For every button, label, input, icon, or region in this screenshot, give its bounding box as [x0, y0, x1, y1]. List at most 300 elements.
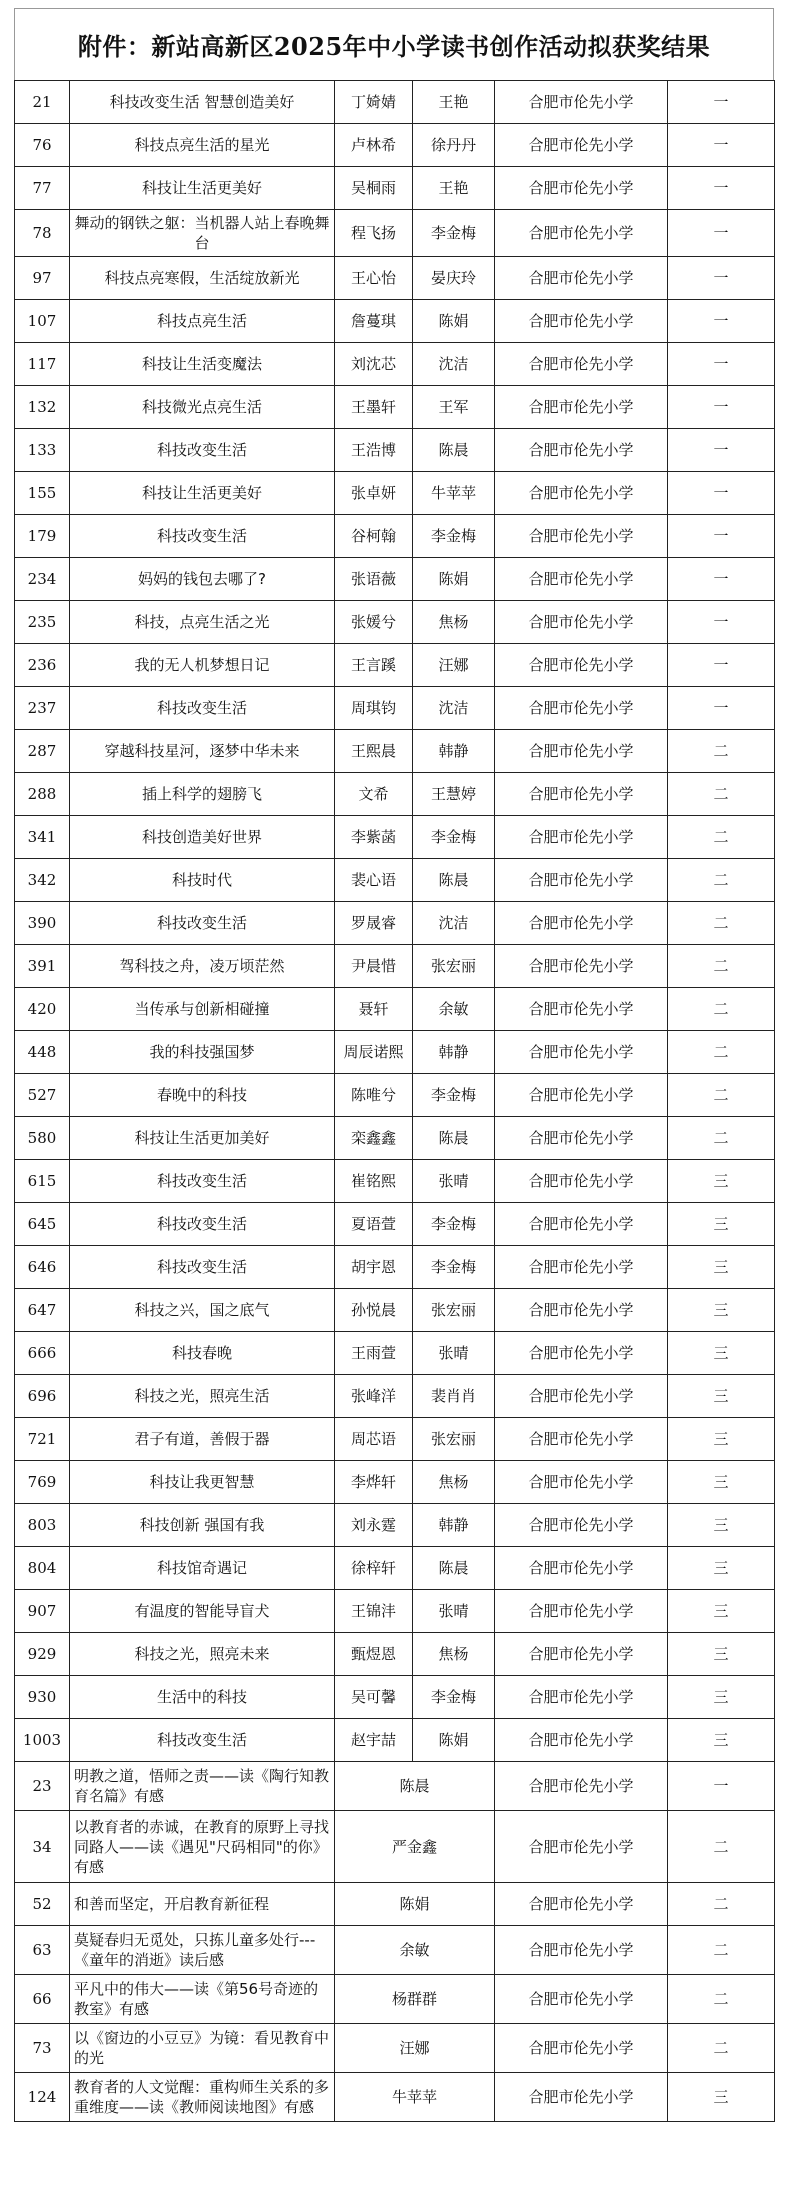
award-level: 一 — [668, 386, 775, 429]
award-level: 三 — [668, 2073, 775, 2122]
teacher: 徐丹丹 — [413, 124, 495, 167]
school: 合肥市伦先小学 — [495, 81, 668, 124]
work-title: 春晚中的科技 — [70, 1074, 335, 1117]
award-level: 一 — [668, 300, 775, 343]
work-title: 教育者的人文觉醒：重构师生关系的多重维度——读《教师阅读地图》有感 — [70, 2073, 335, 2122]
document — [14, 8, 774, 2122]
entry-number: 107 — [15, 300, 70, 343]
teacher: 陈晨 — [413, 429, 495, 472]
table-row — [15, 1074, 775, 1117]
table-row — [15, 644, 775, 687]
table-row — [15, 1975, 775, 2024]
work-title: 科技改变生活 — [70, 1719, 335, 1762]
work-title: 和善而坚定，开启教育新征程 — [70, 1883, 335, 1926]
school: 合肥市伦先小学 — [495, 902, 668, 945]
school: 合肥市伦先小学 — [495, 1975, 668, 2024]
table-row — [15, 859, 775, 902]
table-row — [15, 1719, 775, 1762]
author: 王熙晨 — [335, 730, 413, 773]
school: 合肥市伦先小学 — [495, 1926, 668, 1975]
entry-number: 236 — [15, 644, 70, 687]
entry-number: 34 — [15, 1811, 70, 1883]
award-level: 三 — [668, 1203, 775, 1246]
entry-number: 769 — [15, 1461, 70, 1504]
award-level: 二 — [668, 1975, 775, 2024]
work-title: 科技改变生活 — [70, 1160, 335, 1203]
school: 合肥市伦先小学 — [495, 1289, 668, 1332]
entry-number: 97 — [15, 257, 70, 300]
entry-number: 580 — [15, 1117, 70, 1160]
work-title: 科技改变生活 — [70, 687, 335, 730]
entry-number: 803 — [15, 1504, 70, 1547]
table-row — [15, 1926, 775, 1975]
work-title: 科技之光，照亮未来 — [70, 1633, 335, 1676]
award-level: 三 — [668, 1719, 775, 1762]
work-title: 我的无人机梦想日记 — [70, 644, 335, 687]
school: 合肥市伦先小学 — [495, 1811, 668, 1883]
school: 合肥市伦先小学 — [495, 300, 668, 343]
table-row — [15, 257, 775, 300]
school: 合肥市伦先小学 — [495, 1762, 668, 1811]
entry-number: 63 — [15, 1926, 70, 1975]
teacher: 李金梅 — [413, 1074, 495, 1117]
entry-number: 155 — [15, 472, 70, 515]
work-title: 科技改变生活 — [70, 515, 335, 558]
work-title: 莫疑春归无觅处，只拣儿童多处行---《童年的消逝》读后感 — [70, 1926, 335, 1975]
school: 合肥市伦先小学 — [495, 816, 668, 859]
award-level: 一 — [668, 558, 775, 601]
entry-number: 804 — [15, 1547, 70, 1590]
school: 合肥市伦先小学 — [495, 1246, 668, 1289]
award-level: 二 — [668, 1811, 775, 1883]
award-level: 一 — [668, 429, 775, 472]
award-level: 一 — [668, 167, 775, 210]
table-row — [15, 1246, 775, 1289]
author: 王雨萱 — [335, 1332, 413, 1375]
award-level: 三 — [668, 1289, 775, 1332]
entry-number: 907 — [15, 1590, 70, 1633]
author: 崔铭熙 — [335, 1160, 413, 1203]
author: 胡宇恩 — [335, 1246, 413, 1289]
table-row — [15, 124, 775, 167]
entry-number: 646 — [15, 1246, 70, 1289]
table-row — [15, 386, 775, 429]
work-title: 科技让我更智慧 — [70, 1461, 335, 1504]
author: 詹蔓琪 — [335, 300, 413, 343]
award-level: 一 — [668, 644, 775, 687]
entry-number: 21 — [15, 81, 70, 124]
teacher: 陈娟 — [413, 558, 495, 601]
teacher: 晏庆玲 — [413, 257, 495, 300]
author: 罗晟睿 — [335, 902, 413, 945]
table-row — [15, 1461, 775, 1504]
entry-number: 696 — [15, 1375, 70, 1418]
school: 合肥市伦先小学 — [495, 859, 668, 902]
entry-number: 721 — [15, 1418, 70, 1461]
entry-number: 237 — [15, 687, 70, 730]
teacher: 沈洁 — [413, 902, 495, 945]
school: 合肥市伦先小学 — [495, 1375, 668, 1418]
teacher: 张宏丽 — [413, 945, 495, 988]
author: 王锦沣 — [335, 1590, 413, 1633]
work-title: 科技改变生活 — [70, 902, 335, 945]
table-row — [15, 1031, 775, 1074]
table-row — [15, 2024, 775, 2073]
entry-number: 117 — [15, 343, 70, 386]
teacher: 裴肖肖 — [413, 1375, 495, 1418]
author: 刘永霆 — [335, 1504, 413, 1547]
work-title: 科技创造美好世界 — [70, 816, 335, 859]
school: 合肥市伦先小学 — [495, 1504, 668, 1547]
award-level: 二 — [668, 730, 775, 773]
work-title: 科技改变生活 智慧创造美好 — [70, 81, 335, 124]
work-title: 科技让生活变魔法 — [70, 343, 335, 386]
work-title: 科技让生活更美好 — [70, 472, 335, 515]
work-title: 科技点亮寒假，生活绽放新光 — [70, 257, 335, 300]
school: 合肥市伦先小学 — [495, 1676, 668, 1719]
author: 夏语萱 — [335, 1203, 413, 1246]
author: 张语薇 — [335, 558, 413, 601]
school: 合肥市伦先小学 — [495, 1590, 668, 1633]
entry-number: 288 — [15, 773, 70, 816]
teacher: 陈晨 — [413, 859, 495, 902]
teacher: 焦杨 — [413, 601, 495, 644]
author: 徐梓轩 — [335, 1547, 413, 1590]
author: 陈晨 — [335, 1762, 495, 1811]
work-title: 当传承与创新相碰撞 — [70, 988, 335, 1031]
author: 王心怡 — [335, 257, 413, 300]
entry-number: 420 — [15, 988, 70, 1031]
teacher: 沈洁 — [413, 343, 495, 386]
table-row — [15, 1590, 775, 1633]
author: 周芯语 — [335, 1418, 413, 1461]
entry-number: 133 — [15, 429, 70, 472]
award-level: 二 — [668, 773, 775, 816]
award-level: 一 — [668, 601, 775, 644]
table-row — [15, 902, 775, 945]
teacher: 沈洁 — [413, 687, 495, 730]
work-title: 科技改变生活 — [70, 1203, 335, 1246]
school: 合肥市伦先小学 — [495, 988, 668, 1031]
author: 丁婍婧 — [335, 81, 413, 124]
award-level: 三 — [668, 1676, 775, 1719]
entry-number: 448 — [15, 1031, 70, 1074]
entry-number: 930 — [15, 1676, 70, 1719]
entry-number: 66 — [15, 1975, 70, 2024]
author: 裴心语 — [335, 859, 413, 902]
table-row — [15, 343, 775, 386]
author: 吴桐雨 — [335, 167, 413, 210]
work-title: 科技改变生活 — [70, 429, 335, 472]
work-title: 以教育者的赤诚，在教育的原野上寻找同路人——读《遇见"尺码相同"的你》有感 — [70, 1811, 335, 1883]
table-row — [15, 1375, 775, 1418]
table-row — [15, 1633, 775, 1676]
award-level: 三 — [668, 1160, 775, 1203]
award-level: 二 — [668, 1883, 775, 1926]
award-level: 三 — [668, 1590, 775, 1633]
teacher: 李金梅 — [413, 1203, 495, 1246]
table-row — [15, 601, 775, 644]
table-row — [15, 300, 775, 343]
award-level: 一 — [668, 81, 775, 124]
table-row — [15, 1762, 775, 1811]
table-row — [15, 988, 775, 1031]
author: 李紫菡 — [335, 816, 413, 859]
teacher: 汪娜 — [413, 644, 495, 687]
teacher: 李金梅 — [413, 515, 495, 558]
school: 合肥市伦先小学 — [495, 167, 668, 210]
school: 合肥市伦先小学 — [495, 1547, 668, 1590]
table-row — [15, 1332, 775, 1375]
author: 周辰诺熙 — [335, 1031, 413, 1074]
teacher: 韩静 — [413, 1031, 495, 1074]
award-level: 三 — [668, 1375, 775, 1418]
teacher: 陈娟 — [413, 300, 495, 343]
work-title: 插上科学的翅膀飞 — [70, 773, 335, 816]
entry-number: 234 — [15, 558, 70, 601]
table-row — [15, 1883, 775, 1926]
school: 合肥市伦先小学 — [495, 687, 668, 730]
work-title: 以《窗边的小豆豆》为镜：看见教育中的光 — [70, 2024, 335, 2073]
entry-number: 132 — [15, 386, 70, 429]
award-level: 一 — [668, 124, 775, 167]
award-level: 三 — [668, 1461, 775, 1504]
table-row — [15, 730, 775, 773]
entry-number: 23 — [15, 1762, 70, 1811]
teacher: 焦杨 — [413, 1633, 495, 1676]
table-row — [15, 1504, 775, 1547]
award-level: 一 — [668, 257, 775, 300]
entry-number: 73 — [15, 2024, 70, 2073]
work-title: 有温度的智能导盲犬 — [70, 1590, 335, 1633]
school: 合肥市伦先小学 — [495, 257, 668, 300]
entry-number: 666 — [15, 1332, 70, 1375]
school: 合肥市伦先小学 — [495, 1719, 668, 1762]
school: 合肥市伦先小学 — [495, 343, 668, 386]
table-row — [15, 472, 775, 515]
work-title: 明教之道，悟师之责——读《陶行知教育名篇》有感 — [70, 1762, 335, 1811]
work-title: 科技之光，照亮生活 — [70, 1375, 335, 1418]
entry-number: 1003 — [15, 1719, 70, 1762]
work-title: 科技让生活更加美好 — [70, 1117, 335, 1160]
award-level: 三 — [668, 1332, 775, 1375]
author: 汪娜 — [335, 2024, 495, 2073]
table-row — [15, 687, 775, 730]
teacher: 焦杨 — [413, 1461, 495, 1504]
entry-number: 235 — [15, 601, 70, 644]
teacher: 王慧婷 — [413, 773, 495, 816]
work-title: 穿越科技星河，逐梦中华未来 — [70, 730, 335, 773]
teacher: 韩静 — [413, 730, 495, 773]
author: 张卓妍 — [335, 472, 413, 515]
school: 合肥市伦先小学 — [495, 1418, 668, 1461]
teacher: 王军 — [413, 386, 495, 429]
entry-number: 77 — [15, 167, 70, 210]
award-level: 三 — [668, 1547, 775, 1590]
entry-number: 179 — [15, 515, 70, 558]
award-level: 二 — [668, 816, 775, 859]
table-row — [15, 1289, 775, 1332]
author: 刘沈芯 — [335, 343, 413, 386]
entry-number: 287 — [15, 730, 70, 773]
teacher: 张宏丽 — [413, 1289, 495, 1332]
award-level: 一 — [668, 210, 775, 257]
school: 合肥市伦先小学 — [495, 1633, 668, 1676]
author: 陈娟 — [335, 1883, 495, 1926]
work-title: 科技时代 — [70, 859, 335, 902]
school: 合肥市伦先小学 — [495, 2073, 668, 2122]
award-level: 一 — [668, 1762, 775, 1811]
entry-number: 391 — [15, 945, 70, 988]
author: 杨群群 — [335, 1975, 495, 2024]
work-title: 妈妈的钱包去哪了? — [70, 558, 335, 601]
school: 合肥市伦先小学 — [495, 1461, 668, 1504]
table-row — [15, 1203, 775, 1246]
author: 文希 — [335, 773, 413, 816]
table-row — [15, 429, 775, 472]
teacher: 牛苹苹 — [413, 472, 495, 515]
school: 合肥市伦先小学 — [495, 1117, 668, 1160]
teacher: 王艳 — [413, 81, 495, 124]
award-level: 二 — [668, 1926, 775, 1975]
table-row — [15, 2073, 775, 2122]
award-level: 二 — [668, 988, 775, 1031]
work-title: 科技微光点亮生活 — [70, 386, 335, 429]
table-row — [15, 1547, 775, 1590]
school: 合肥市伦先小学 — [495, 945, 668, 988]
school: 合肥市伦先小学 — [495, 472, 668, 515]
table-row — [15, 1418, 775, 1461]
award-level: 二 — [668, 859, 775, 902]
entry-number: 124 — [15, 2073, 70, 2122]
table-row — [15, 1160, 775, 1203]
entry-number: 76 — [15, 124, 70, 167]
author: 赵宇喆 — [335, 1719, 413, 1762]
entry-number: 527 — [15, 1074, 70, 1117]
entry-number: 929 — [15, 1633, 70, 1676]
award-level: 一 — [668, 343, 775, 386]
work-title: 我的科技强国梦 — [70, 1031, 335, 1074]
title-box — [14, 8, 774, 80]
award-level: 二 — [668, 2024, 775, 2073]
award-level: 一 — [668, 687, 775, 730]
award-level: 三 — [668, 1418, 775, 1461]
entry-number: 342 — [15, 859, 70, 902]
entry-number: 341 — [15, 816, 70, 859]
table-row — [15, 558, 775, 601]
school: 合肥市伦先小学 — [495, 601, 668, 644]
teacher: 张晴 — [413, 1160, 495, 1203]
table-row — [15, 167, 775, 210]
results-table — [14, 80, 775, 2122]
school: 合肥市伦先小学 — [495, 1074, 668, 1117]
author: 周琪钧 — [335, 687, 413, 730]
author: 王言蹊 — [335, 644, 413, 687]
table-row — [15, 816, 775, 859]
work-title: 生活中的科技 — [70, 1676, 335, 1719]
award-level: 三 — [668, 1633, 775, 1676]
entry-number: 52 — [15, 1883, 70, 1926]
teacher: 李金梅 — [413, 1246, 495, 1289]
author: 王墨轩 — [335, 386, 413, 429]
teacher: 陈娟 — [413, 1719, 495, 1762]
author: 程飞扬 — [335, 210, 413, 257]
teacher: 李金梅 — [413, 816, 495, 859]
author: 张媛兮 — [335, 601, 413, 644]
award-level: 三 — [668, 1504, 775, 1547]
author: 王浩博 — [335, 429, 413, 472]
teacher: 李金梅 — [413, 1676, 495, 1719]
entry-number: 645 — [15, 1203, 70, 1246]
table-row — [15, 210, 775, 257]
school: 合肥市伦先小学 — [495, 515, 668, 558]
teacher: 王艳 — [413, 167, 495, 210]
teacher: 张宏丽 — [413, 1418, 495, 1461]
award-level: 二 — [668, 1031, 775, 1074]
work-title: 科技让生活更美好 — [70, 167, 335, 210]
work-title: 平凡中的伟大——读《第56号奇迹的教室》有感 — [70, 1975, 335, 2024]
author: 栾鑫鑫 — [335, 1117, 413, 1160]
award-level: 二 — [668, 945, 775, 988]
author: 严金鑫 — [335, 1811, 495, 1883]
award-level: 二 — [668, 1117, 775, 1160]
school: 合肥市伦先小学 — [495, 1332, 668, 1375]
author: 张峰洋 — [335, 1375, 413, 1418]
teacher: 张晴 — [413, 1590, 495, 1633]
author: 余敏 — [335, 1926, 495, 1975]
school: 合肥市伦先小学 — [495, 124, 668, 167]
table-row — [15, 945, 775, 988]
teacher: 余敏 — [413, 988, 495, 1031]
work-title: 科技点亮生活 — [70, 300, 335, 343]
school: 合肥市伦先小学 — [495, 1883, 668, 1926]
award-level: 一 — [668, 472, 775, 515]
table-row — [15, 1676, 775, 1719]
author: 甄煜恩 — [335, 1633, 413, 1676]
school: 合肥市伦先小学 — [495, 773, 668, 816]
author: 聂轩 — [335, 988, 413, 1031]
award-level: 二 — [668, 902, 775, 945]
entry-number: 78 — [15, 210, 70, 257]
award-level: 三 — [668, 1246, 775, 1289]
author: 吴可馨 — [335, 1676, 413, 1719]
table-row — [15, 1117, 775, 1160]
award-level: 一 — [668, 515, 775, 558]
author: 尹晨惜 — [335, 945, 413, 988]
author: 陈唯兮 — [335, 1074, 413, 1117]
entry-number: 390 — [15, 902, 70, 945]
teacher: 陈晨 — [413, 1117, 495, 1160]
author: 谷柯翰 — [335, 515, 413, 558]
entry-number: 615 — [15, 1160, 70, 1203]
work-title: 君子有道，善假于器 — [70, 1418, 335, 1461]
work-title: 科技之兴，国之底气 — [70, 1289, 335, 1332]
school: 合肥市伦先小学 — [495, 386, 668, 429]
work-title: 舞动的钢铁之躯：当机器人站上春晚舞台 — [70, 210, 335, 257]
author: 卢林希 — [335, 124, 413, 167]
school: 合肥市伦先小学 — [495, 1031, 668, 1074]
teacher: 李金梅 — [413, 210, 495, 257]
school: 合肥市伦先小学 — [495, 1203, 668, 1246]
entry-number: 647 — [15, 1289, 70, 1332]
author: 李烨轩 — [335, 1461, 413, 1504]
work-title: 科技馆奇遇记 — [70, 1547, 335, 1590]
table-row — [15, 773, 775, 816]
table-row — [15, 81, 775, 124]
teacher: 陈晨 — [413, 1547, 495, 1590]
school: 合肥市伦先小学 — [495, 558, 668, 601]
school: 合肥市伦先小学 — [495, 2024, 668, 2073]
